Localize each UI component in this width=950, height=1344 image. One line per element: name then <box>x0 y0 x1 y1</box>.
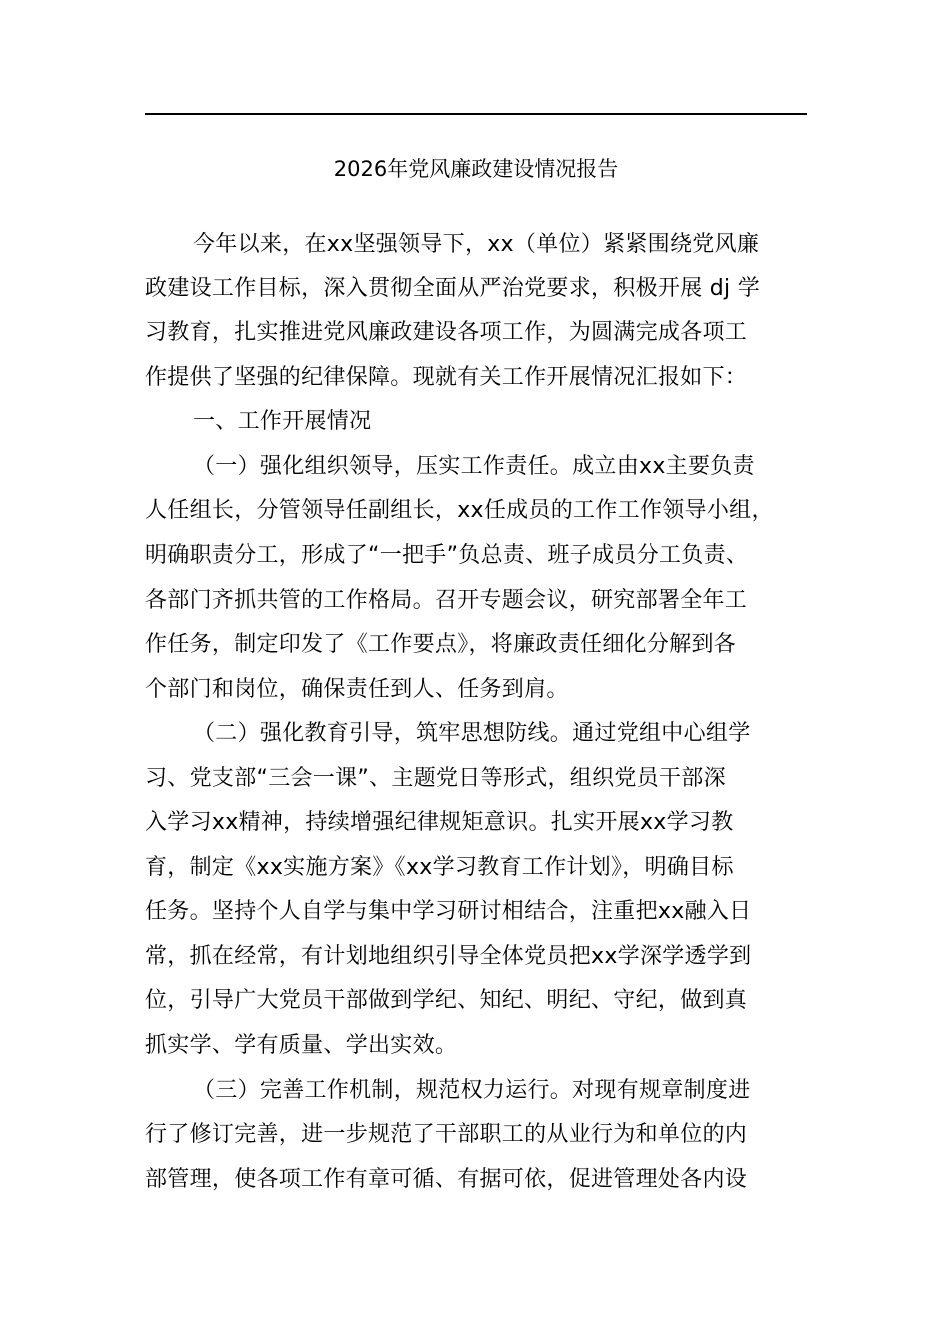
paragraph-line: 作任务，制定印发了《工作要点》，将廉政责任细化分解到各 <box>145 632 737 657</box>
paragraph-line: 人任组长，分管领导任副组长，xx任成员的工作工作领导小组， <box>145 498 774 523</box>
paragraph-line: 位，引导广大党员干部做到学纪、知纪、明纪、守纪，做到真 <box>145 988 748 1013</box>
paragraph-line: 习教育，扎实推进党风廉政建设各项工作，为圆满完成各项工 <box>145 320 748 345</box>
header-rule <box>145 113 807 115</box>
paragraph-line: （一）强化组织领导，压实工作责任。成立由xx主要负责 <box>193 454 755 479</box>
paragraph-line: 习、党支部“三会一课”、主题党日等形式，组织党员干部深 <box>145 766 726 791</box>
paragraph-line: 育，制定《xx实施方案》《xx学习教育工作计划》，明确目标 <box>145 855 734 880</box>
paragraph-line: 入学习xx精神，持续增强纪律规矩意识。扎实开展xx学习教 <box>145 810 734 835</box>
section-heading: 一、工作开展情况 <box>193 409 372 434</box>
paragraph-line: 作提供了坚强的纪律保障。现就有关工作开展情况汇报如下： <box>145 365 748 390</box>
paragraph-line: 明确职责分工，形成了“一把手”负总责、班子成员分工负责、 <box>145 543 749 568</box>
paragraph-line: 今年以来，在xx坚强领导下，xx（单位）紧紧围绕党风廉 <box>193 232 760 257</box>
document-title: 2026年党风廉政建设情况报告 <box>333 157 619 181</box>
paragraph-line: 任务。坚持个人自学与集中学习研讨相结合，注重把xx融入日 <box>145 899 752 924</box>
paragraph-line: 各部门齐抓共管的工作格局。召开专题会议，研究部署全年工 <box>145 588 748 613</box>
paragraph-line: 行了修订完善，进一步规范了干部职工的从业行为和单位的内 <box>145 1122 748 1147</box>
paragraph-line: 政建设工作目标，深入贯彻全面从严治党要求，积极开展 dj 学 <box>145 276 761 301</box>
paragraph-line: 常，抓在经常，有计划地组织引导全体党员把xx学深学透学到 <box>145 944 752 969</box>
paragraph-line: （二）强化教育引导，筑牢思想防线。通过党组中心组学 <box>193 721 751 746</box>
paragraph-line: 个部门和岗位，确保责任到人、任务到肩。 <box>145 677 569 702</box>
paragraph-line: （三）完善工作机制，规范权力运行。对现有规章制度进 <box>193 1078 751 1103</box>
paragraph-line: 部管理，使各项工作有章可循、有据可依，促进管理处各内设 <box>145 1167 748 1192</box>
paragraph-line: 抓实学、学有质量、学出实效。 <box>145 1033 458 1058</box>
